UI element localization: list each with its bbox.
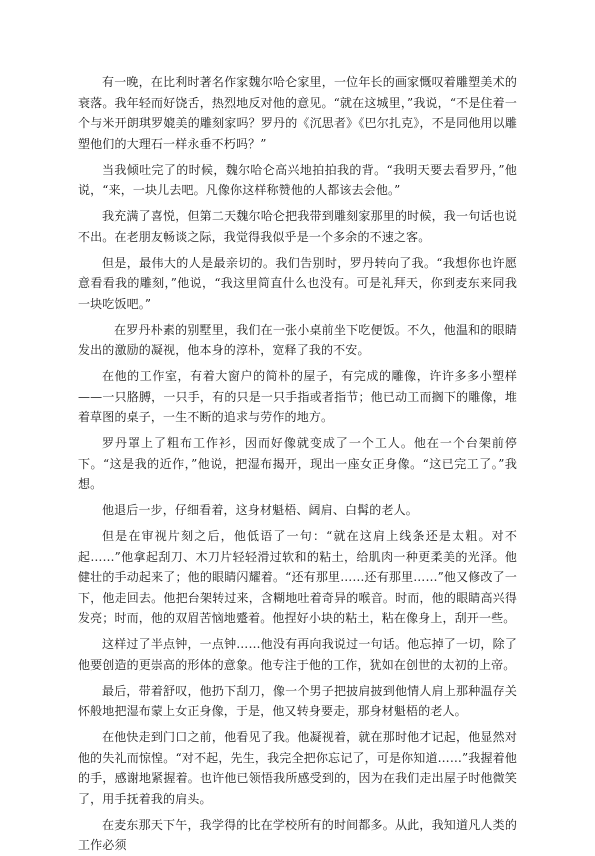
- paragraph-8: 他退后一步，仔细看着，这身材魁梧、阔肩、白髯的老人。: [102, 503, 418, 517]
- paragraph-12: 在他快走到门口之前，他看见了我。他凝视着，就在那时他才记起，他显然对他的失礼而惊惶。“对不起，先生，我完全把你忘记了，可是你知道……”我握着他的手，感谢地紧握着。也许他已领悟我所感受到的，因为在我们走出屋子时他微笑了，用手抚着我的肩头。: [78, 730, 517, 806]
- paragraph-3: 我充满了喜悦，但第二天魏尔哈仑把我带到雕刻家那里的时候，我一句话也说不出。在老朋友畅谈之际，我觉得我似乎是一个多余的不速之客。: [78, 209, 517, 244]
- paragraph-1: 有一晚，在比利时著名作家魏尔哈仑家里，一位年长的画家慨叹着雕塑美术的衰落。我年轻而好饶舌，热烈地反对他的意见。“就在这城里，”我说，“不是住着一个与米开朗琪罗媲美的雕刻家吗？罗丹的《沉思者》《巴尔扎克》，不是同他用以雕塑他们的大理石一样永垂不朽吗？”: [78, 75, 517, 151]
- paragraph-7: 罗丹罩上了粗布工作衫，因而好像就变成了一个工人。他在一个台架前停下。“这是我的近作，”他说，把湿布揭开，现出一座女正身像。“这已完工了。”我想。: [78, 436, 517, 491]
- paragraph-5: 在罗丹朴素的别墅里，我们在一张小桌前坐下吃便饭。不久，他温和的眼睛发出的激励的凝视，他本身的淳朴，宽释了我的不安。: [78, 322, 517, 357]
- paragraph-11: 最后，带着舒叹，他扔下刮刀，像一个男子把披肩披到他情人肩上那种温存关怀般地把湿布蒙上女正身像，于是，他又转身要走，那身材魁梧的老人。: [78, 683, 517, 718]
- paragraph-2: 当我倾吐完了的时候，魏尔哈仑高兴地拍拍我的背。“我明天要去看罗丹，”他说，“来，一块儿去吧。凡像你这样称赞他的人都该去会他。”: [78, 162, 517, 197]
- paragraph-6: 在他的工作室，有着大窗户的简朴的屋子，有完成的雕像，许许多多小塑样——一只胳膊，一只手，有的只是一只手指或者指节；他已动工而搁下的雕像，堆着草图的桌子，一生不断的追求与劳作的地方。: [78, 369, 517, 424]
- paragraph-4: 但是，最伟大的人是最亲切的。我们告别时，罗丹转向了我。“我想你也许愿意看看我的雕刻，”他说，“我这里简直什么也没有。可是礼拜天，你到麦东来同我一块吃饭吧。”: [78, 255, 517, 311]
- paragraph-10: 这样过了半点钟，一点钟……他没有再向我说过一句话。他忘掉了一切，除了他要创造的更崇高的形体的意象。他专注于他的工作，犹如在创世的太初的上帝。: [78, 637, 517, 672]
- paragraph-13: 在麦东那天下午，我学得的比在学校所有的时间都多。从此，我知道凡人类的工作必须: [78, 817, 517, 852]
- paragraph-9: 但是在审视片刻之后，他低语了一句：“就在这肩上线条还是太粗。对不起……”他拿起刮刀、木刀片轻轻滑过软和的粘土，给肌肉一种更柔美的光泽。他健壮的手动起来了；他的眼睛闪耀着。“还有那里……还有那里……”他又修改了一下，他走回去。他把台架转过来，含糊地吐着奇异的喉音。时而，他的眼睛高兴得发亮；时而，他的双眉苦恼地蹙着。他捏好小块的粘土，粘在像身上，刮开一些。: [78, 529, 517, 625]
